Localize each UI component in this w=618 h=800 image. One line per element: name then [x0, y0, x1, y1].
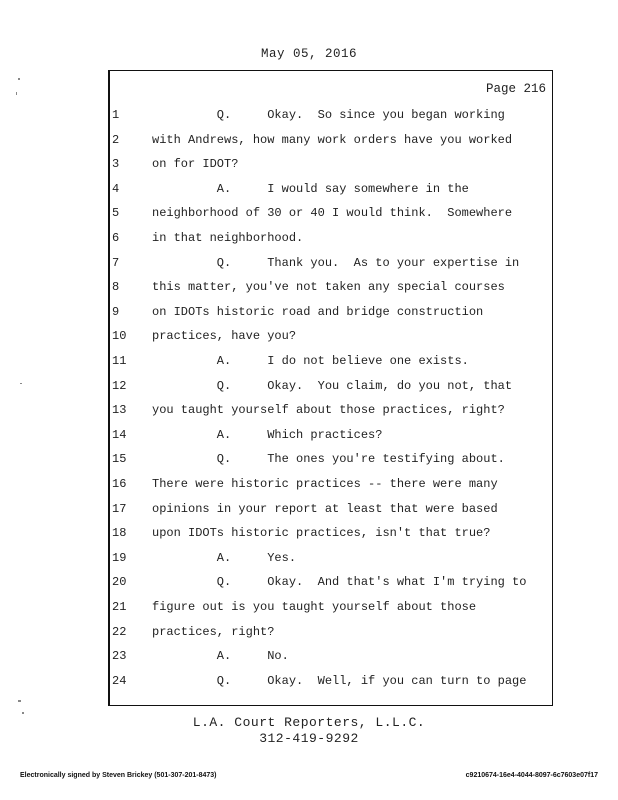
transcript-line	[0, 428, 560, 452]
line-number: 2	[112, 132, 120, 147]
line-text: with Andrews, how many work orders have you worked	[152, 132, 513, 147]
line-text: you taught yourself about those practices, right?	[152, 403, 505, 418]
transcript-line	[0, 157, 560, 181]
line-number: 10	[112, 329, 127, 344]
line-number: 14	[112, 427, 127, 442]
transcript-line	[0, 625, 560, 649]
scan-speck	[20, 383, 22, 384]
reporter-phone: 312-419-9292	[259, 731, 359, 746]
transcript-line	[0, 600, 560, 624]
transcript-line	[0, 256, 560, 280]
transcript-line	[0, 354, 560, 378]
transcript-line	[0, 206, 560, 230]
transcript-line	[0, 108, 560, 132]
transcript-line	[0, 231, 560, 255]
transcript-line	[0, 379, 560, 403]
transcript-line	[0, 329, 560, 353]
line-number: 18	[112, 526, 127, 541]
line-text: in that neighborhood.	[152, 231, 304, 245]
document-id: c9210674-16e4-4044-8097-6c7603e07f17	[465, 772, 598, 779]
line-number: 5	[112, 206, 120, 221]
line-number: 4	[112, 181, 120, 196]
transcript-line	[0, 452, 560, 476]
line-text: A. I do not believe one exists.	[152, 354, 469, 368]
line-text: practices, right?	[152, 624, 275, 639]
transcript-line	[0, 502, 560, 526]
line-text: on for IDOT?	[152, 157, 239, 172]
line-number: 8	[112, 280, 120, 295]
line-number: 23	[112, 649, 127, 664]
transcript-line	[0, 182, 560, 206]
line-number: 21	[112, 600, 127, 614]
line-text: upon IDOTs historic practices, isn't that true?	[152, 526, 491, 541]
line-number: 3	[112, 157, 120, 172]
reporter-company: L.A. Court Reporters, L.L.C.	[192, 715, 426, 730]
scan-speck	[18, 78, 20, 80]
line-text: Q. Thank you. As to your expertise in	[152, 255, 520, 270]
transcript-line	[0, 133, 560, 157]
line-number: 24	[112, 673, 127, 688]
line-number: 22	[112, 624, 127, 639]
line-number: 12	[112, 378, 127, 393]
line-number: 13	[112, 403, 127, 418]
line-number: 11	[112, 354, 127, 368]
line-number: 15	[112, 452, 127, 467]
line-text: Q. Okay. So since you began working	[152, 108, 505, 122]
line-text: A. Yes.	[152, 550, 297, 565]
line-text: opinions in your report at least that were based	[152, 501, 498, 516]
line-text: A. Which practices?	[152, 427, 383, 442]
electronic-signature-note: Electronically signed by Steven Brickey (501-307-201-8473)	[20, 772, 217, 779]
line-text: A. No.	[152, 649, 289, 664]
line-text: this matter, you've not taken any special courses	[152, 280, 505, 295]
line-number: 19	[112, 550, 127, 565]
header-date: May 05, 2016	[260, 47, 357, 61]
line-number: 16	[112, 477, 127, 491]
transcript-line	[0, 477, 560, 501]
line-number: 7	[112, 255, 120, 270]
line-text: A. I would say somewhere in the	[152, 181, 469, 196]
line-number: 9	[112, 304, 120, 319]
line-text: on IDOTs historic road and bridge construction	[152, 304, 484, 319]
line-text: Q. Okay. You claim, do you not, that	[152, 378, 513, 393]
line-text: Q. Okay. And that's what I'm trying to	[152, 575, 527, 590]
transcript-line	[0, 280, 560, 304]
page-number: Page 216	[485, 82, 546, 96]
transcript-line	[0, 649, 560, 673]
scan-speck	[16, 92, 17, 95]
line-text: practices, have you?	[152, 329, 297, 344]
line-number: 1	[112, 108, 120, 122]
line-text: figure out is you taught yourself about those	[152, 600, 477, 614]
transcript-line	[0, 403, 560, 427]
transcript-line	[0, 674, 560, 698]
line-text: There were historic practices -- there were many	[152, 477, 498, 491]
scan-speck	[22, 712, 24, 714]
scan-speck	[18, 700, 21, 702]
line-number: 17	[112, 501, 127, 516]
line-text: Q. The ones you're testifying about.	[152, 452, 505, 467]
transcript-line	[0, 526, 560, 550]
line-text: Q. Okay. Well, if you can turn to page	[152, 673, 527, 688]
line-number: 6	[112, 231, 120, 245]
transcript-line	[0, 551, 560, 575]
transcript-line	[0, 575, 560, 599]
line-number: 20	[112, 575, 127, 590]
line-text: neighborhood of 30 or 40 I would think. Somewhere	[152, 206, 513, 221]
transcript-line	[0, 305, 560, 329]
